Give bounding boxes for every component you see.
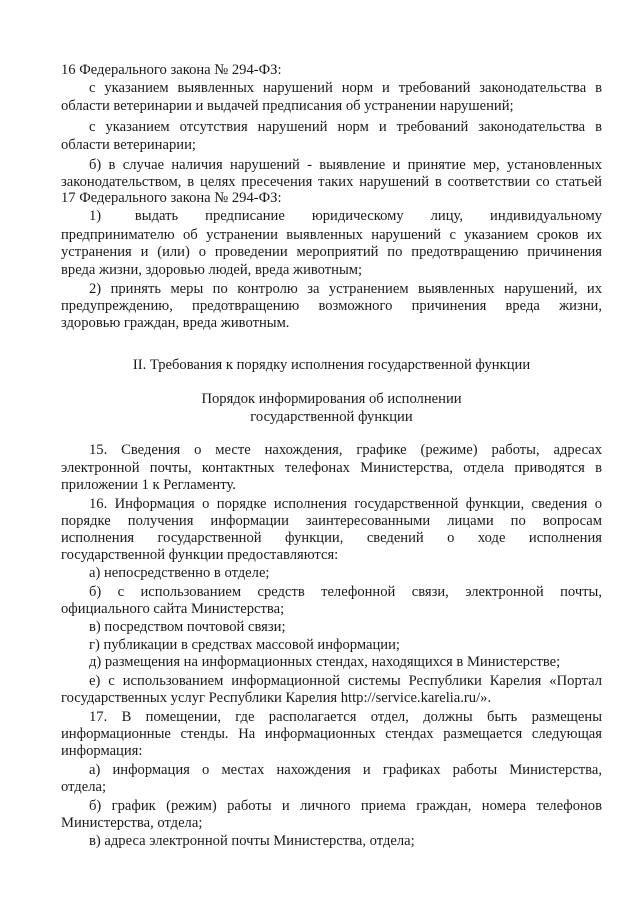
text-line: электронной почты, контактных телефонах Министерства, отдела приводятся в [61, 460, 602, 476]
text-line: устранения и (или) о проведении мероприятий по предотвращению причинения [61, 244, 602, 260]
text-line: области ветеринарии и выдачей предписания об устранении нарушений; [61, 98, 514, 114]
text-line: 16 Федерального закона № 294-ФЗ: [61, 62, 282, 78]
text-line: 15. Сведения о месте нахождения, графике (режиме) работы, адресах [89, 442, 602, 458]
text-line: вреда жизни, здоровью людей, вреда животным; [61, 262, 363, 278]
text-line: 17 Федерального закона № 294-ФЗ: [61, 190, 282, 206]
list-item: д) размещения на информационных стендах, находящихся в Министерстве; [89, 654, 561, 670]
text-line: 16. Информация о порядке исполнения государственной функции, сведения о [89, 496, 602, 512]
text-line: б) в случае наличия нарушений - выявление и принятие мер, установленных [89, 157, 602, 173]
text-line: здоровью граждан, вреда животным. [61, 315, 290, 331]
subsection-heading: государственной функции [250, 409, 413, 425]
text-line: государственной функции предоставляются: [61, 547, 339, 563]
text-line: предпринимателю об устранении выявленных нарушений с указанием сроков их [61, 227, 602, 243]
text-line: 1) выдать предписание юридическому лицу, индивидуальному [89, 208, 602, 224]
text-line: с указанием отсутствия нарушений норм и требований законодательства в [89, 119, 602, 135]
text-line: порядке получения информации заинтересованными лицами по вопросам [61, 513, 602, 529]
list-item: в) посредством почтовой связи; [89, 619, 286, 635]
text-line: области ветеринарии; [61, 137, 196, 153]
list-item: е) с использованием информационной системы Республики Карелия «Портал [89, 673, 602, 689]
text-line: Министерства, отдела; [61, 815, 203, 831]
list-item: в) адреса электронной почты Министерства, отдела; [89, 833, 415, 849]
text-line: предупреждению, предотвращению возможного причинения вреда жизни, [61, 298, 602, 314]
text-line: с указанием выявленных нарушений норм и требований законодательства в [89, 80, 602, 96]
text-line: официального сайта Министерства; [61, 601, 285, 617]
list-item: г) публикации в средствах массовой информации; [89, 637, 400, 653]
list-item: а) информация о местах нахождения и графиках работы Министерства, [89, 762, 602, 778]
text-line: информация: [61, 743, 143, 759]
list-item: а) непосредственно в отделе; [89, 565, 270, 581]
text-line: государственных услуг Республики Карелия http://service.karelia.ru/». [61, 690, 492, 706]
text-line: отдела; [61, 779, 107, 795]
list-item: б) с использованием средств телефонной связи, электронной почты, [89, 584, 602, 600]
text-line: информационные стенды. На информационных стендах размещается следующая [61, 726, 602, 742]
text-line: 2) принять меры по контролю за устранением выявленных нарушений, их [89, 281, 602, 297]
text-line: исполнения государственной функции, сведений о ходе исполнения [61, 530, 602, 546]
text-line: законодательством, в целях пресечения таких нарушений в соответствии со статьей [61, 174, 602, 190]
list-item: б) график (режим) работы и личного приема граждан, номера телефонов [89, 798, 602, 814]
text-line: приложении 1 к Регламенту. [61, 477, 236, 493]
text-line: 17. В помещении, где располагается отдел, должны быть размещены [89, 709, 602, 725]
section-heading: II. Требования к порядку исполнения государственной функции [132, 357, 531, 373]
subsection-heading: Порядок информирования об исполнении [201, 391, 462, 407]
